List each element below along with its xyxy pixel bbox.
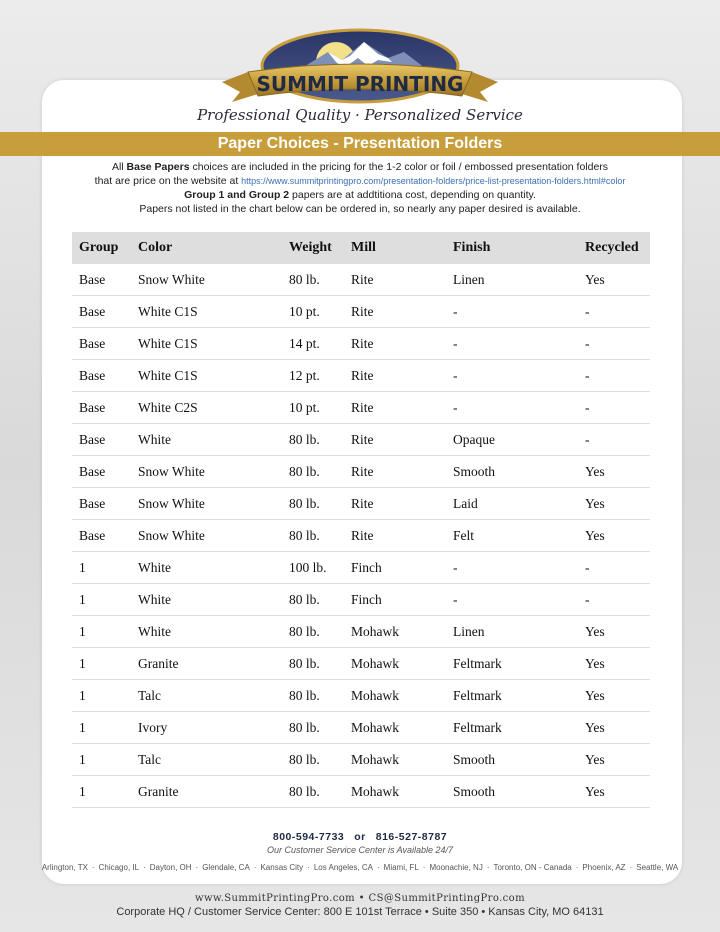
cell-group: Base — [72, 328, 131, 360]
cell-recycled: Yes — [578, 264, 650, 296]
city-separator: · — [253, 863, 257, 872]
table-row — [72, 456, 650, 488]
cell-group: 1 — [72, 552, 131, 584]
phone-numbers — [0, 831, 720, 843]
cell-recycled: Yes — [578, 456, 650, 488]
cell-weight: 10 pt. — [282, 296, 344, 328]
cell-color: Granite — [131, 648, 282, 680]
cell-mill: Mohawk — [344, 712, 446, 744]
office-city: Arlington, TX — [41, 863, 88, 872]
intro-line-3 — [40, 188, 680, 202]
cell-recycled: Yes — [578, 744, 650, 776]
cell-finish: Feltmark — [446, 712, 578, 744]
cell-mill: Rite — [344, 264, 446, 296]
cell-recycled: Yes — [578, 712, 650, 744]
intro-line-3-post: papers are at addtitiona cost, depending on quantity. — [289, 189, 536, 201]
cell-finish: - — [446, 328, 578, 360]
cell-weight: 80 lb. — [282, 456, 344, 488]
office-city: Miami, FL — [383, 863, 419, 872]
cell-finish: - — [446, 392, 578, 424]
cell-group: Base — [72, 296, 131, 328]
title-bar — [0, 132, 720, 156]
cell-mill: Rite — [344, 456, 446, 488]
cell-weight: 80 lb. — [282, 520, 344, 552]
cell-finish: Smooth — [446, 456, 578, 488]
table-row — [72, 712, 650, 744]
cell-color: White C1S — [131, 360, 282, 392]
city-separator: · — [143, 863, 146, 872]
cell-weight: 100 lb. — [282, 552, 344, 584]
table-row — [72, 488, 650, 520]
cell-color: Snow White — [131, 488, 282, 520]
cell-group: 1 — [72, 648, 131, 680]
cell-finish: - — [446, 584, 578, 616]
cell-finish: Feltmark — [446, 648, 578, 680]
cell-recycled: Yes — [578, 648, 650, 680]
intro-line-2 — [40, 174, 680, 188]
table-row — [72, 424, 650, 456]
cell-finish: Feltmark — [446, 680, 578, 712]
cell-mill: Rite — [344, 296, 446, 328]
cell-recycled: Yes — [578, 488, 650, 520]
city-separator: · — [422, 863, 426, 872]
table-row — [72, 552, 650, 584]
cell-finish: Smooth — [446, 776, 578, 808]
office-city: Toronto, ON - Canada — [493, 863, 572, 872]
table-row — [72, 520, 650, 552]
cell-weight: 80 lb. — [282, 776, 344, 808]
email-link[interactable]: CS@SummitPrintingPro.com — [368, 893, 525, 904]
cell-recycled: - — [578, 584, 650, 616]
cell-color: Snow White — [131, 520, 282, 552]
cell-recycled: - — [578, 392, 650, 424]
cell-mill: Rite — [344, 360, 446, 392]
city-separator: · — [91, 863, 95, 872]
cell-finish: Linen — [446, 264, 578, 296]
cell-color: White C1S — [131, 328, 282, 360]
cell-color: Snow White — [131, 264, 282, 296]
cell-mill: Mohawk — [344, 680, 446, 712]
table-row — [72, 296, 650, 328]
cell-weight: 80 lb. — [282, 712, 344, 744]
cell-recycled: - — [578, 360, 650, 392]
intro-line-3-bold: Group 1 and Group 2 — [184, 189, 290, 201]
price-list-link[interactable]: https://www.summitprintingpro.com/presentation-folders/price-list-presentation-folders.html#color — [241, 176, 626, 186]
header-color: Color — [131, 232, 282, 264]
table-row — [72, 360, 650, 392]
cell-mill: Finch — [344, 552, 446, 584]
cell-mill: Finch — [344, 584, 446, 616]
cell-finish: Smooth — [446, 744, 578, 776]
cell-color: White — [131, 616, 282, 648]
tagline: Professional Quality · Personalized Service — [197, 106, 523, 124]
intro-line-1 — [40, 160, 680, 174]
phone-1[interactable]: 800-594-7733 — [272, 831, 345, 843]
header-weight: Weight — [282, 232, 344, 264]
cell-recycled: - — [578, 296, 650, 328]
cell-weight: 14 pt. — [282, 328, 344, 360]
cell-mill: Rite — [344, 488, 446, 520]
cell-weight: 12 pt. — [282, 360, 344, 392]
website-link[interactable]: www.SummitPrintingPro.com — [195, 893, 356, 904]
phone-or: or — [354, 831, 366, 843]
city-separator: · — [486, 863, 490, 872]
cell-group: 1 — [72, 616, 131, 648]
cell-mill: Rite — [344, 520, 446, 552]
office-city: Los Angeles, CA — [313, 863, 373, 872]
table-row — [72, 584, 650, 616]
paper-choices-table — [72, 232, 650, 808]
cell-color: White — [131, 584, 282, 616]
office-city: Chicago, IL — [98, 863, 140, 872]
cell-recycled: Yes — [578, 520, 650, 552]
customer-service-note: Our Customer Service Center is Available 24/7 — [266, 845, 454, 855]
page-title: Paper Choices - Presentation Folders — [217, 135, 503, 152]
cell-recycled: - — [578, 328, 650, 360]
table-header-row — [72, 232, 650, 264]
cell-group: Base — [72, 424, 131, 456]
cell-group: Base — [72, 520, 131, 552]
cell-group: Base — [72, 456, 131, 488]
cell-recycled: - — [578, 424, 650, 456]
cell-mill: Mohawk — [344, 648, 446, 680]
office-city: Kansas City — [260, 863, 304, 872]
cell-group: 1 — [72, 776, 131, 808]
cell-finish: - — [446, 360, 578, 392]
city-separator: · — [195, 863, 199, 872]
city-separator: · — [307, 863, 310, 872]
cell-color: Talc — [131, 744, 282, 776]
cell-weight: 80 lb. — [282, 264, 344, 296]
intro-line-1-pre: All — [111, 161, 127, 173]
cell-finish: - — [446, 296, 578, 328]
cell-color: White C2S — [131, 392, 282, 424]
intro-line-4: Papers not listed in the chart below can be ordered in, so nearly any paper desired is available. — [139, 203, 581, 215]
contact-separator: • — [358, 893, 365, 904]
cell-recycled: - — [578, 552, 650, 584]
cell-mill: Mohawk — [344, 616, 446, 648]
phone-2[interactable]: 816-527-8787 — [375, 831, 448, 843]
cell-color: Talc — [131, 680, 282, 712]
cell-group: Base — [72, 392, 131, 424]
office-city: Phoenix, AZ — [582, 863, 626, 872]
cell-finish: Laid — [446, 488, 578, 520]
cell-weight: 80 lb. — [282, 424, 344, 456]
table-row — [72, 264, 650, 296]
header-mill: Mill — [344, 232, 446, 264]
logo-wordmark: SUMMIT PRINTING — [256, 72, 464, 96]
cell-mill: Rite — [344, 392, 446, 424]
cell-recycled: Yes — [578, 680, 650, 712]
cell-weight: 80 lb. — [282, 584, 344, 616]
city-separator: · — [575, 863, 579, 872]
cell-color: Snow White — [131, 456, 282, 488]
cell-group: 1 — [72, 712, 131, 744]
cell-color: Ivory — [131, 712, 282, 744]
cell-finish: - — [446, 552, 578, 584]
table-row — [72, 392, 650, 424]
header-group: Group — [72, 232, 131, 264]
office-city: Moonachie, NJ — [429, 863, 483, 872]
cell-finish: Felt — [446, 520, 578, 552]
cell-weight: 80 lb. — [282, 744, 344, 776]
hq-address: Corporate HQ / Customer Service Center: 800 E 101st Terrace • Suite 350 • Kansas City, MO 64131 — [116, 906, 604, 918]
cell-color: White — [131, 552, 282, 584]
cell-group: 1 — [72, 680, 131, 712]
table-row — [72, 648, 650, 680]
table-row — [72, 744, 650, 776]
city-separator: · — [376, 863, 380, 872]
cell-finish: Opaque — [446, 424, 578, 456]
cell-color: Granite — [131, 776, 282, 808]
office-city: Seattle, WA — [636, 863, 679, 872]
cell-color: White — [131, 424, 282, 456]
office-city: Glendale, CA — [202, 863, 250, 872]
intro-line-1-post: choices are included in the pricing for the 1-2 color or foil / embossed presentation folders — [189, 161, 609, 173]
contact-line — [0, 893, 720, 904]
intro-line-2-pre: that are price on the website at — [94, 175, 242, 187]
cell-group: Base — [72, 264, 131, 296]
cell-weight: 80 lb. — [282, 680, 344, 712]
cell-weight: 80 lb. — [282, 616, 344, 648]
table-row — [72, 680, 650, 712]
table-row — [72, 616, 650, 648]
cell-mill: Rite — [344, 328, 446, 360]
cell-finish: Linen — [446, 616, 578, 648]
cell-color: White C1S — [131, 296, 282, 328]
table-row — [72, 776, 650, 808]
table-body — [72, 264, 650, 808]
cell-group: Base — [72, 488, 131, 520]
cell-weight: 80 lb. — [282, 488, 344, 520]
cell-mill: Rite — [344, 424, 446, 456]
office-city: Dayton, OH — [149, 863, 192, 872]
cell-recycled: Yes — [578, 616, 650, 648]
cell-group: 1 — [72, 744, 131, 776]
table-row — [72, 328, 650, 360]
cell-group: 1 — [72, 584, 131, 616]
cell-group: Base — [72, 360, 131, 392]
cell-weight: 80 lb. — [282, 648, 344, 680]
cell-mill: Mohawk — [344, 776, 446, 808]
city-separator: · — [629, 863, 633, 872]
intro-text — [40, 160, 680, 216]
cell-weight: 10 pt. — [282, 392, 344, 424]
cell-mill: Mohawk — [344, 744, 446, 776]
intro-line-1-bold: Base Papers — [126, 161, 190, 173]
office-cities — [0, 863, 720, 872]
cell-recycled: Yes — [578, 776, 650, 808]
header-finish: Finish — [446, 232, 578, 264]
header-recycled: Recycled — [578, 232, 650, 264]
